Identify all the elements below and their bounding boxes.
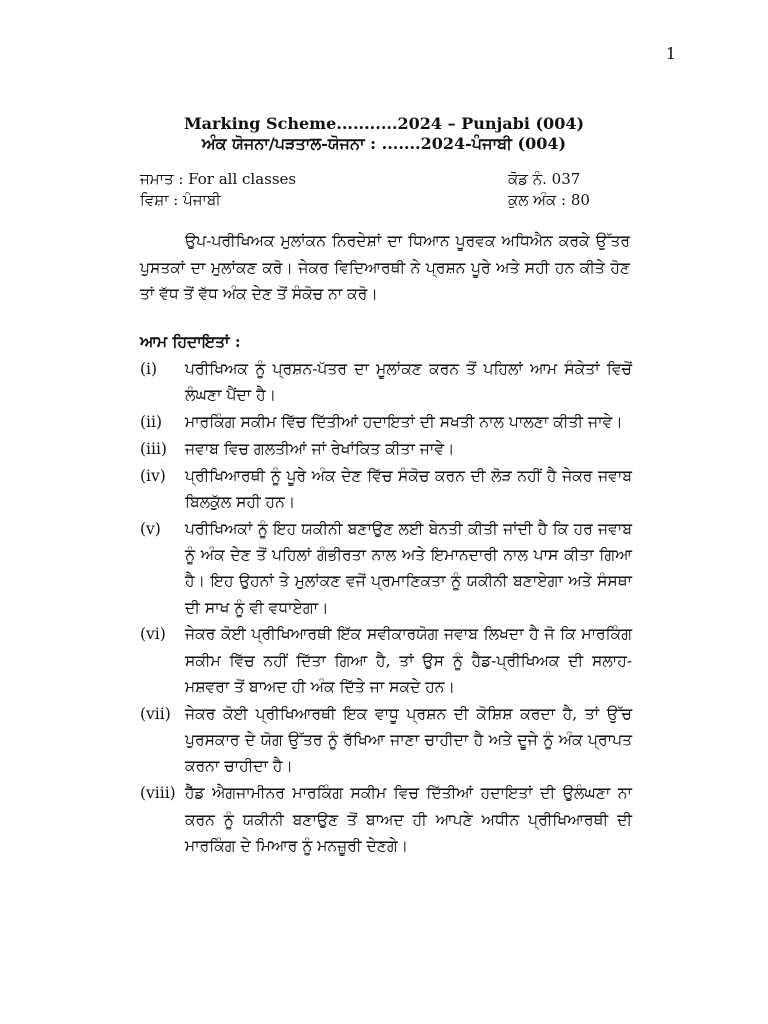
class-label: ਜਮਾਤ : For all classes: [140, 170, 297, 188]
instruction-item: [140, 409, 632, 435]
code-label: ਕੋਡ ਨੰ. 037: [508, 170, 581, 188]
instruction-item: [140, 463, 632, 516]
document-title-english: Marking Scheme...........2024 – Punjabi (004): [183, 114, 585, 133]
instruction-text: ਪਰੀਖਿਅਕ ਨੂੰ ਪ੍ਰਸ਼ਨ-ਪੱਤਰ ਦਾ ਮੂਲਾਂਕਣ ਕਰਨ ਤੋਂ ਪਹਿਲਾਂ ਆਮ ਸੰਕੇਤਾਂ ਵਿਚੋਂ ਲੰਘਣਾ ਪੈਂਦਾ ਹੈ।: [185, 360, 632, 405]
general-instructions-heading: ਆਮ ਹਿਦਾਇਤਾਂ :: [140, 332, 241, 351]
instruction-number: (viii): [140, 784, 176, 803]
instruction-number: (iv): [140, 466, 166, 485]
meta-row-subject-marks: [140, 191, 630, 209]
intro-paragraph: ਉਪ-ਪਰੀਖਿਅਕ ਮੁਲਾਂਕਨ ਨਿਰਦੇਸ਼ਾਂ ਦਾ ਧਿਆਨ ਪੂਰਵਕ ਅਧਿਐਨ ਕਰਕੇ ਉੱਤਰ ਪੁਸਤਕਾਂ ਦਾ ਮੁਲਾਂਕਣ ਕਰੋ। ਜੇਕਰ ਵਿਦਿਆਰਥੀ ਨੇ ਪ੍ਰਸ਼ਨ ਪੂਰੇ ਅਤੇ ਸਹੀ ਹਨ ਕੀਤੇ ਹੋਣ ਤਾਂ ਵੱਧ ਤੋਂ ਵੱਧ ਅੰਕ ਦੇਣ ਤੋਂ ਸੰਕੋਚ ਨਾ ਕਰੋ।: [140, 232, 630, 303]
instruction-item: [140, 780, 632, 859]
total-marks-label: ਕੁਲ ਅੰਕ : 80: [508, 191, 590, 209]
page-number: 1: [665, 44, 676, 63]
instruction-number: (ii): [140, 413, 163, 432]
instruction-number: (vi): [140, 625, 166, 644]
instruction-item: [140, 436, 632, 462]
instruction-text: ਜੇਕਰ ਕੋਈ ਪ੍ਰੀਖਿਆਰਥੀ ਇਕ ਵਾਧੂ ਪ੍ਰਸ਼ਨ ਦੀ ਕੋਸ਼ਿਸ਼ ਕਰਦਾ ਹੈ, ਤਾਂ ਉੱਚ ਪੁਰਸਕਾਰ ਦੇ ਯੋਗ ਉੱਤਰ ਨੂੰ ਰੱਖਿਆ ਜਾਣਾ ਚਾਹੀਦਾ ਹੈ ਅਤੇ ਦੂਜੇ ਨੂੰ ਅੰਕ ਪ੍ਰਾਪਤ ਕਰਨਾ ਚਾਹੀਦਾ ਹੈ।: [185, 704, 632, 776]
instruction-text: ਪਰੀਖਿਅਕਾਂ ਨੂੰ ਇਹ ਯਕੀਨੀ ਬਣਾਉਣ ਲਈ ਬੇਨਤੀ ਕੀਤੀ ਜਾਂਦੀ ਹੈ ਕਿ ਹਰ ਜਵਾਬ ਨੂੰ ਅੰਕ ਦੇਣ ਤੋਂ ਪਹਿਲਾਂ ਗੰਭੀਰਤਾ ਨਾਲ ਅਤੇ ਇਮਾਨਦਾਰੀ ਨਾਲ ਪਾਸ ਕੀਤਾ ਗਿਆ ਹੈ। ਇਹ ਉਹਨਾਂ ਤੇ ਮੁਲਾਂਕਣ ਵਜੋਂ ਪ੍ਰਮਾਣਿਕਤਾ ਨੂੰ ਯਕੀਨੀ ਬਣਾਏਗਾ ਅਤੇ ਸੰਸਥਾ ਦੀ ਸਾਖ ਨੂੰ ਵੀ ਵਧਾਏਗਾ।: [185, 519, 632, 617]
instruction-text: ਮਾਰਕਿੰਗ ਸਕੀਮ ਵਿੱਚ ਦਿੱਤੀਆਂ ਹਦਾਇਤਾਂ ਦੀ ਸਖਤੀ ਨਾਲ ਪਾਲਣਾ ਕੀਤੀ ਜਾਵੇ।: [185, 413, 623, 432]
instruction-number: (i): [140, 360, 158, 378]
instruction-item: [140, 356, 632, 409]
document-title-punjabi: ਅੰਕ ਯੋਜਨਾ/ਪੜਤਾਲ-ਯੋਜਨਾ : .......2024-ਪੰਜਾਬੀ (004): [201, 134, 567, 153]
instruction-text: ਪ੍ਰੀਖਿਆਰਥੀ ਨੂੰ ਪੂਰੇ ਅੰਕ ਦੇਣ ਵਿੱਚ ਸੰਕੋਚ ਕਰਨ ਦੀ ਲੋੜ ਨਹੀਂ ਹੈ ਜੇਕਰ ਜਵਾਬ ਬਿਲਕੁੱਲ ਸਹੀ ਹਨ।: [185, 466, 632, 511]
instruction-text: ਜੇਕਰ ਕੋਈ ਪ੍ਰੀਖਿਆਰਥੀ ਇੱਕ ਸਵੀਕਾਰਯੋਗ ਜਵਾਬ ਲਿਖਦਾ ਹੈ ਜੋ ਕਿ ਮਾਰਕਿੰਗ ਸਕੀਮ ਵਿੱਚ ਨਹੀਂ ਦਿੱਤਾ ਗਿਆ ਹੈ, ਤਾਂ ਉਸ ਨੂੰ ਹੈਡ-ਪ੍ਰੀਖਿਅਕ ਦੀ ਸਲਾਹ-ਮਸ਼ਵਰਾ ਤੋਂ ਬਾਅਦ ਹੀ ਅੰਕ ਦਿੱਤੇ ਜਾ ਸਕਦੇ ਹਨ।: [185, 625, 632, 697]
instruction-text: ਜਵਾਬ ਵਿਚ ਗਲਤੀਆਂ ਜਾਂ ਰੇਖਾਂਕਿਤ ਕੀਤਾ ਜਾਵੇ।: [185, 439, 455, 458]
instruction-item: [140, 701, 632, 780]
instructions-list: [140, 356, 632, 860]
instruction-item: [140, 516, 632, 621]
subject-label: ਵਿਸ਼ਾ : ਪੰਜਾਬੀ: [140, 191, 221, 209]
instruction-number: (iii): [140, 439, 167, 458]
instruction-number: (v): [140, 519, 161, 538]
instruction-number: (vii): [140, 704, 171, 723]
meta-row-class-code: [140, 170, 630, 188]
instruction-text: ਹੈੱਡ ਐਗਜਾਮੀਨਰ ਮਾਰਕਿੰਗ ਸਕੀਮ ਵਿਚ ਦਿੱਤੀਆਂ ਹਦਾਇਤਾਂ ਦੀ ਉਲੰਘਣਾ ਨਾ ਕਰਨ ਨੂੰ ਯਕੀਨੀ ਬਣਾਉਣ ਤੋਂ ਬਾਅਦ ਹੀ ਆਪਣੇ ਅਧੀਨ ਪ੍ਰੀਖਿਆਰਥੀ ਦੀ ਮਾਰਕਿੰਗ ਦੇ ਮਿਆਰ ਨੂੰ ਮਨਜ਼ੂਰੀ ਦੇਣਗੇ।: [185, 784, 632, 855]
instruction-item: [140, 621, 632, 700]
